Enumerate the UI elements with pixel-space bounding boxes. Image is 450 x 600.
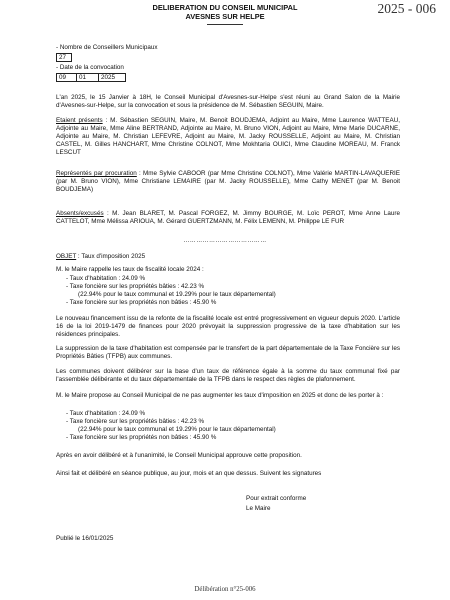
paragraph-closing: Ainsi fait et délibéré en séance publique, au jour, mois et an que dessus. Suivent les signatures (56, 470, 322, 477)
rate-2024-tfnb: - Taxe foncière sur les propriétés non bâties : 45.90 % (66, 299, 217, 306)
rates-intro: M. le Maire rappelle les taux de fiscalité locale 2024 : (56, 266, 204, 273)
rate-2025-tfb: - Taxe foncière sur les propriétés bâties : 42.23 % (66, 418, 205, 425)
footer-reference: Délibération n°25-006 (194, 586, 256, 593)
rate-2024-tfb: - Taxe foncière sur les propriétés bâties : 42.23 % (66, 283, 205, 290)
members-box (56, 53, 72, 62)
absents-label: Absents/excusés (56, 210, 104, 217)
rate-2025-th: - Taux d'habitation : 24.09 % (66, 410, 146, 417)
title-line-1: DELIBERATION DU CONSEIL MUNICIPAL (152, 3, 298, 12)
convocation-day: 09 (57, 74, 77, 82)
convocation-year: 2025 (101, 74, 116, 81)
rate-2025-tfb-detail: (22.94% pour le taux communal et 19.29% pour le taux départemental) (78, 426, 276, 433)
procuration-paragraph (56, 170, 400, 194)
title-line-2: AVESNES SUR HELPE (185, 12, 265, 21)
procuration-label: Représentés par procuration (56, 170, 137, 177)
title-underline (207, 24, 243, 25)
procuration-text: : Mme Sylvie CABOOR (par Mme Christine COLNOT), Mme Valérie MARTIN-LAVAQUERIE (par M. Bruno VION), Mme Christiane LEMAIRE (par M. Jacky ROUSSELLE), Mme Cathy MENET (par M. Benoit BOUDJEMA) (56, 170, 400, 193)
paragraph-refonte: Le nouveau financement issu de la refonte de la fiscalité locale est entré progressivement en vigueur depuis 2020. L'article 16 de la loi 2019-1479 de finances pour 2020 prévoyait la suppression progressive de la taxe d'habitation sur les résidences principales. (56, 315, 400, 338)
signature-line-2: Le Maire (246, 505, 271, 512)
paragraph-reference: Les communes doivent délibérer sur la base d'un taux de référence égale à la somme du taux communal fixé par l'assemblée délibérante et du taux départementale de la TFPB dans le respect des règles de plafonnement. (56, 368, 400, 383)
convocation-month: 01 (77, 74, 99, 82)
members-value: 27 (59, 54, 67, 61)
paragraph-proposal: M. le Maire propose au Conseil Municipal de ne pas augmenter les taux d'imposition en 2025 et donc de les porter à : (56, 392, 384, 399)
doc-number: 2025 - 006 (377, 1, 436, 16)
objet-text: : Taux d'imposition 2025 (76, 253, 146, 260)
signature-line-1: Pour extrait conforme (246, 495, 307, 502)
rate-2024-tfb-detail: (22.94% pour le taux communal et 19.29% pour le taux départemental) (78, 291, 276, 298)
objet-line (56, 253, 145, 261)
paragraph-approval: Après en avoir délibéré et à l'unanimité, le Conseil Municipal approuve cette proposition. (56, 452, 302, 459)
separator-dots: ………………………………… (183, 238, 267, 244)
paragraph-compensation: La suppression de la taxe d'habitation est compensée par le transfert de la part départementale de la Taxe Foncière sur les Propriétés Bâties (TFPB) aux communes. (56, 345, 400, 360)
intro-paragraph: L'an 2025, le 15 Janvier à 18H, le Conseil Municipal d'Avesnes-sur-Helpe s'est réuni au Grand Salon de la Mairie d'Avesnes-sur-Helpe, sur la convocation et sous la présidence de M. Sébastien SEGUIN, Maire. (56, 94, 400, 109)
members-label: - Nombre de Conseillers Municipaux (56, 44, 158, 51)
presents-text: : M. Sébastien SEGUIN, Maire, M. Benoit BOUDJEMA, Adjoint au Maire, Mme Laurence WATTEAU, Adjointe au Maire, Mme Aline BERTRAND, Adjointe au Maire, M. Bruno VION, Adjoint au Maire, Mme Marie DUCARNE, Adjointe au Maire, M. Christian LEFEVRE, Adjoint au Maire, M. Jacky ROUSSELLE, Adjoint au Maire, M. Christian CASTEL, M. Gilles HANCHART, Mme Christine COLNOT, Mme Mokhtaria OUICI, Mme Claudine MOREAU, M. Franck LESCUT (56, 117, 400, 156)
objet-label: OBJET (56, 253, 77, 260)
convocation-date-box (56, 73, 126, 82)
absents-paragraph (56, 210, 400, 226)
absents-text: : M. Jean BLARET, M. Pascal FORGEZ, M. Jimmy BOURGE, M. Loïc PEROT, Mme Anne Laure CATTELOT, Mme Mélissa ARIOUA, M. Gérard GUERTZMANN, M. Félix LEMENN, M. Philippe LE FUR (56, 210, 400, 225)
rate-2025-tfnb: - Taxe foncière sur les propriétés non bâties : 45.90 % (66, 434, 217, 441)
rate-2024-th: - Taux d'habitation : 24.09 % (66, 275, 146, 282)
presents-label: Etaient présents (56, 117, 103, 124)
published-date: Publié le 16/01/2025 (56, 535, 114, 542)
presents-paragraph (56, 117, 400, 157)
convocation-label: - Date de la convocation (56, 64, 124, 71)
